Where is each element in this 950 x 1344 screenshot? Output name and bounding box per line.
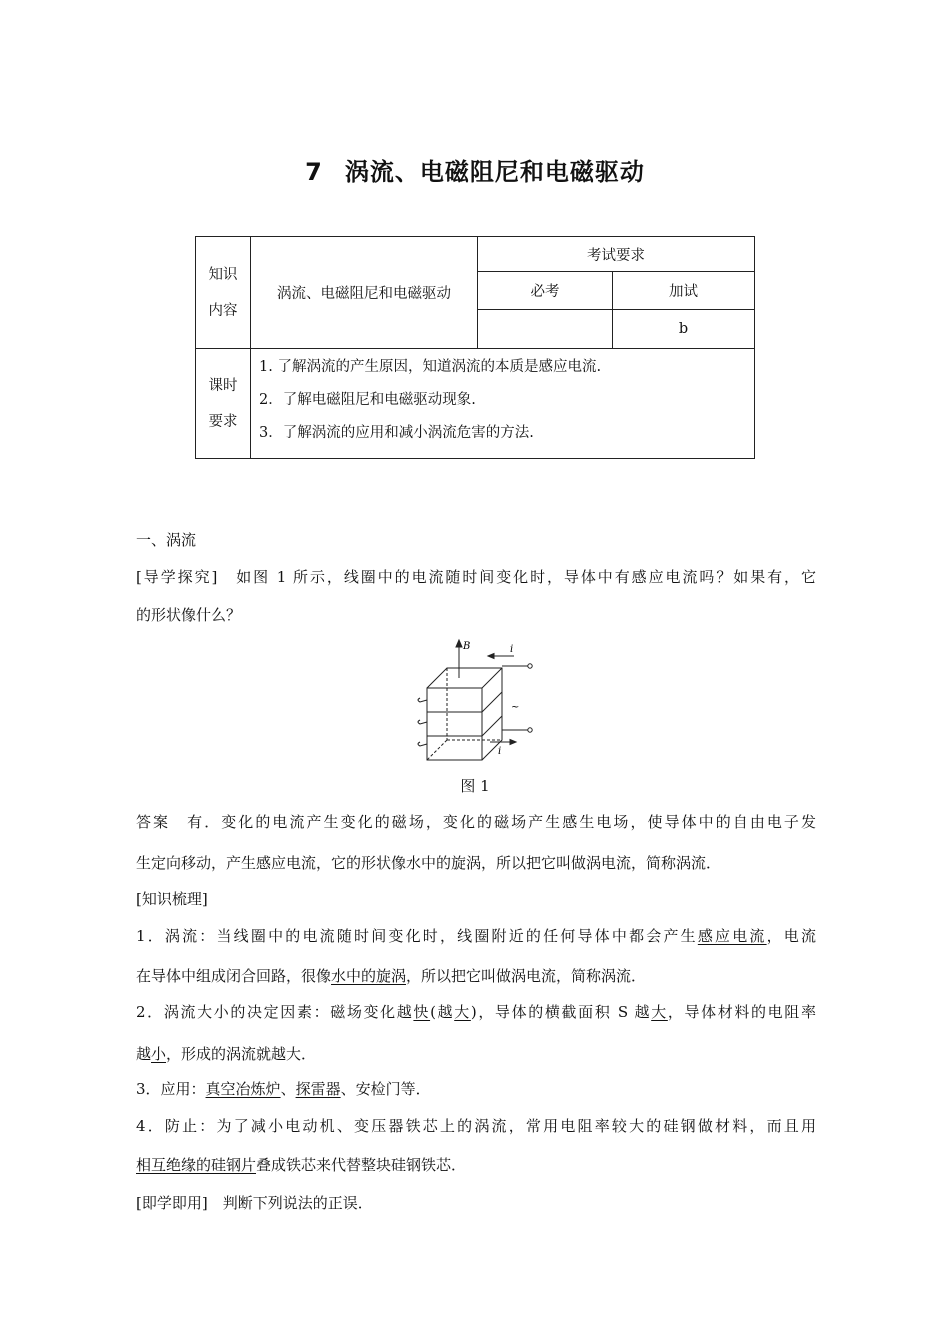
knowledge-label-line2: 内容 xyxy=(208,302,238,319)
knowledge-content-cell: 涡流、电磁阻尼和电磁驱动 xyxy=(251,237,478,349)
answer-blank: 小 xyxy=(151,1045,167,1063)
guide-line1 xyxy=(136,566,816,587)
label-tilde: ~ xyxy=(511,702,520,713)
knowledge-tag: [知识梳理] xyxy=(136,890,208,908)
practice-tag: [即学即用] xyxy=(136,1194,208,1212)
label-i-top: i xyxy=(510,644,514,655)
text-span: 越 xyxy=(136,1045,152,1063)
practice-line xyxy=(136,1192,816,1213)
text-span: ，导体材料的电阻率 xyxy=(667,1003,816,1021)
answer-line2: 生定向移动，产生感应电流，它的形状像水中的旋涡，所以把它叫做涡电流，简称涡流． xyxy=(136,854,722,872)
lesson-label-cell xyxy=(196,349,251,459)
knowledge-item-1-line1 xyxy=(136,925,816,946)
text-span: (越 xyxy=(430,1003,455,1021)
knowledge-label-line1: 知识 xyxy=(208,266,238,283)
text-span: 2．涡流大小的决定因素：磁场变化越 xyxy=(136,1003,414,1021)
lesson-label-line2: 要求 xyxy=(208,413,238,430)
answer-blank: 探雷器 xyxy=(295,1080,341,1098)
label-i-bottom: i xyxy=(498,746,502,757)
text-span: 1．涡流：当线圈中的电流随时间变化时，线圈附近的任何导体中都会产生 xyxy=(136,927,698,945)
text-span: 在导体中组成闭合回路，很像 xyxy=(136,967,332,985)
answer-text-1: 有．变化的电流产生变化的磁场，变化的磁场产生感生电场，使导体中的自由电子发 xyxy=(170,813,816,831)
figure-caption: 图 1 xyxy=(460,777,490,795)
page-title xyxy=(0,152,950,187)
lesson-goals-cell xyxy=(251,349,755,459)
knowledge-item-2-line2 xyxy=(136,1043,816,1064)
knowledge-item-3 xyxy=(136,1078,816,1099)
text-span: ，形成的涡流就越大． xyxy=(166,1045,317,1063)
knowledge-item-1-line2 xyxy=(136,965,816,986)
text-span: )，导体的横截面积 S 越 xyxy=(470,1003,652,1021)
text-span: 叠成铁芯来代替整块硅钢铁芯． xyxy=(256,1156,467,1174)
answer-blank: 大 xyxy=(454,1003,471,1021)
extra-header-cell: 加试 xyxy=(613,272,755,310)
label-B: B xyxy=(463,641,471,652)
text-span: ，所以把它叫做涡电流，简称涡流． xyxy=(406,967,647,985)
practice-text: 判断下列说法的正误． xyxy=(207,1194,373,1212)
extra-value-cell: b xyxy=(613,310,755,349)
section-heading: 一、涡流 xyxy=(136,531,197,549)
answer-blank: 大 xyxy=(651,1003,668,1021)
goal-item: 2．了解电磁阻尼和电磁驱动现象. xyxy=(259,392,476,408)
lesson-number: 7 xyxy=(305,158,323,186)
lesson-title: 涡流、电磁阻尼和电磁驱动 xyxy=(344,158,645,186)
answer-blank: 水中的旋涡 xyxy=(331,967,407,985)
answer-line1 xyxy=(136,811,816,832)
text-span: ，电流 xyxy=(766,927,816,945)
coil-conductor-figure xyxy=(410,638,540,766)
knowledge-item-4-line2 xyxy=(136,1154,816,1175)
text-span: 、安检门等． xyxy=(340,1080,431,1098)
required-header-cell: 必考 xyxy=(478,272,613,310)
guide-text-1: 如图 1 所示，线圈中的电流随时间变化时，导体中有感应电流吗？如果有，它 xyxy=(217,568,816,586)
text-span: 3．应用： xyxy=(136,1080,206,1098)
text-span: 、 xyxy=(280,1080,296,1098)
knowledge-item-4-line1: 4．防止：为了减小电动机、变压器铁芯上的涡流，常用电阻率较大的硅钢做材料，而且用 xyxy=(136,1117,816,1135)
goal-item: 3．了解涡流的应用和减小涡流危害的方法. xyxy=(259,425,534,441)
answer-blank: 相互绝缘的硅钢片 xyxy=(136,1156,257,1174)
answer-blank: 快 xyxy=(413,1003,431,1021)
knowledge-item-2-line1 xyxy=(136,1001,816,1022)
knowledge-label-cell xyxy=(196,237,251,349)
guide-tag: [导学探究] xyxy=(136,568,218,586)
lesson-label-line1: 课时 xyxy=(208,377,238,394)
answer-tag: 答案 xyxy=(136,813,171,831)
exam-header-cell: 考试要求 xyxy=(478,237,755,272)
answer-blank: 感应电流 xyxy=(697,927,767,945)
answer-blank: 真空冶炼炉 xyxy=(205,1080,281,1098)
goal-item: 1. 了解涡流的产生原因，知道涡流的本质是感应电流. xyxy=(259,359,602,375)
requirements-table xyxy=(195,236,755,459)
required-value-cell xyxy=(478,310,613,349)
guide-line2: 的形状像什么？ xyxy=(136,606,242,624)
